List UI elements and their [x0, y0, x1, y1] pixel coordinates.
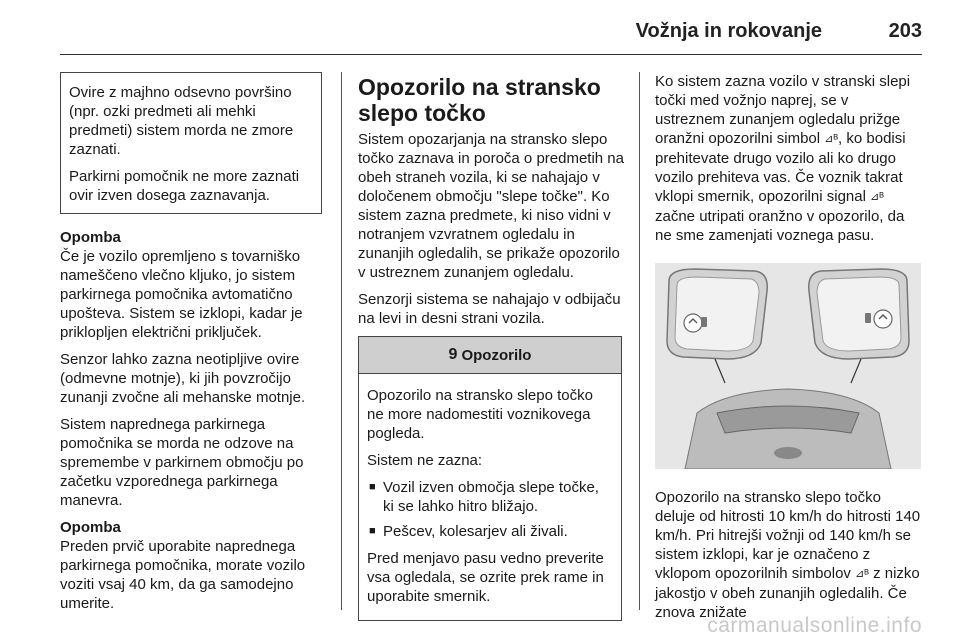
paragraph: Senzorji sistema se nahajajo v odbijaču na levi in desni strani vozila.	[358, 291, 621, 327]
watermark: carmanualsonline.info	[707, 614, 922, 637]
paragraph: Če je vozilo opremljeno s tovarniško nameščeno vlečno kljuko, jo sistem parkirnega pomočnika avtomatično upošteva. Sistem se izklopi, kadar je priklopljen električni priključek.	[60, 248, 303, 341]
column-right	[655, 72, 922, 630]
section-heading: Opozorilo na stransko slepo točko	[358, 74, 601, 126]
note-text: Parkirni pomočnik ne more zaznati ovir izven dosega zaznavanja.	[69, 168, 300, 204]
warning-box	[358, 336, 622, 621]
paragraph: Senzor lahko zazna neotipljive ovire (odmevne motnje), ki jih povzročijo zunanji zvočne ali mehanske motnje.	[60, 351, 306, 406]
warning-header	[359, 337, 621, 374]
warning-icon: 9	[448, 346, 458, 363]
bullet-list	[367, 478, 613, 541]
list-item: ■ Vozil izven območja slepe točke, ki se lahko hitro bližajo.	[367, 478, 613, 516]
paragraph: Sistem ne zazna:	[367, 452, 483, 469]
page-title: Vožnja in rokovanje	[635, 20, 822, 42]
column-left	[60, 72, 322, 621]
paragraph: Pred menjavo pasu vedno preverite vsa ogledala, se ozrite prek rame in uporabite smernik.	[367, 550, 604, 605]
mirror-illustration	[655, 263, 921, 469]
warning-title: Opozorilo	[461, 346, 532, 364]
list-item: ■ Pešcev, kolesarjev ali živali.	[367, 522, 613, 541]
warning-body	[359, 374, 621, 620]
column-divider	[341, 72, 342, 610]
column-middle	[358, 72, 624, 621]
paragraph: Ko sistem zazna vozilo v stranski slepi točki med vožnjo naprej, se v ustreznem zunanjem ogledalu prižge oranžni opozorilni simbol ⊿ᴮ, ko bodisi prehitevate drugo vozilo ali ko drugo vozilo prehiteva vas. Če voznik takrat vklopi smernik, opozorilni signal ⊿ᴮ začne utripati oranžno v opozorilo, da ne sme zamenjati voznega pasu.	[655, 73, 911, 244]
paragraph: Preden prvič uporabite naprednega parkirnega pomočnika, morate vozilo voziti vsaj 40 km, da ga samodejno umerite.	[60, 538, 306, 612]
page-number: 203	[888, 20, 922, 42]
note-text: Ovire z majhno odsevno površino (npr. ozki predmeti ali mehki predmeti) sistem morda ne zmore zaznati.	[69, 84, 294, 158]
note-heading: Opomba	[60, 229, 121, 246]
paragraph: Opozorilo na stransko slepo točko ne more nadomestiti voznikovega pogleda.	[367, 387, 593, 442]
blind-spot-symbol-icon: ⊿ᴮ	[855, 568, 869, 580]
note-box	[60, 72, 322, 214]
paragraph: Sistem opozarjanja na stransko slepo točko zaznava in poroča o predmetih na obeh straneh vozila, ki se nahajajo v določenem območju "slepe točke". Ko sistem zazna predmete, ki niso vidni v notranjem vzvratnem ogledalu in zunanjih ogledalih, se prikaže opozorilo v ustreznem zunanjem ogledalu.	[358, 131, 624, 281]
note-heading: Opomba	[60, 519, 121, 536]
paragraph: Sistem naprednega parkirnega pomočnika se morda ne odzove na spremembe v parkirnem območju po začetku vzporednega parkirnega manevra.	[60, 416, 304, 509]
paragraph: Opozorilo na stransko slepo točko deluje od hitrosti 10 km/h do hitrosti 140 km/h. Pri hitrejši vožnji od 140 km/h se sistem izklopi, kar je označeno z vklopom opozorilnih simbolov ⊿ᴮ z nizko jakostjo v obeh zunanjih ogledalih. Če znova znižate	[655, 489, 921, 621]
blind-spot-symbol-icon: ⊿ᴮ	[870, 191, 884, 203]
column-divider	[639, 72, 640, 610]
blind-spot-symbol-icon: ⊿ᴮ	[824, 133, 839, 145]
page-header	[60, 14, 922, 55]
